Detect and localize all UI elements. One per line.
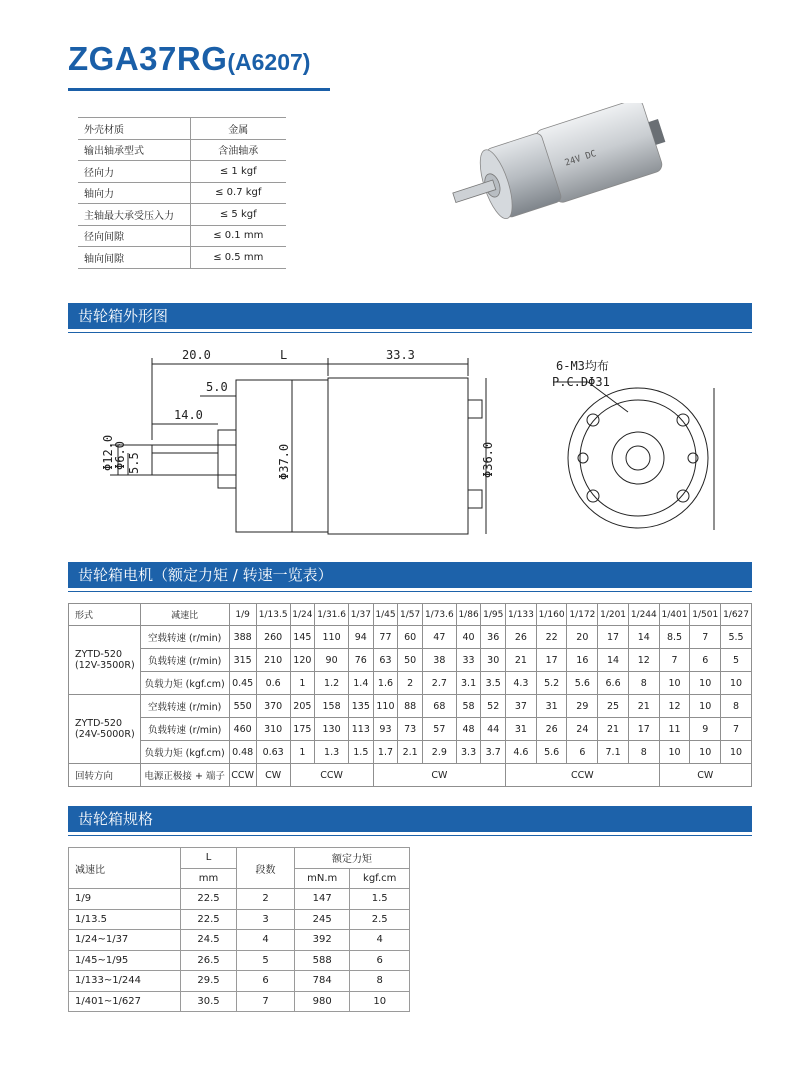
ratio-cell: 1/24	[290, 604, 315, 626]
ratio-cell: 1/160	[536, 604, 567, 626]
value-cell: 8	[721, 695, 752, 718]
ratio-cell: 1/13.5	[256, 604, 290, 626]
table-row	[69, 930, 410, 951]
torque-mnm-cell: 980	[295, 991, 350, 1012]
spec-key: 轴向力	[78, 182, 190, 204]
value-cell: 3.7	[481, 741, 506, 764]
value-cell: 68	[422, 695, 456, 718]
value-cell: 6	[567, 741, 598, 764]
row-label: 负载力矩 (kgf.cm)	[140, 672, 229, 695]
value-cell: 0.45	[229, 672, 256, 695]
length-cell: 24.5	[181, 930, 237, 951]
spec-row	[78, 247, 286, 269]
value-cell: 310	[256, 718, 290, 741]
ratio-cell: 1/13.5	[69, 909, 181, 930]
direction-note: 电源正极接 + 端子	[140, 764, 229, 787]
value-cell: 0.48	[229, 741, 256, 764]
ratio-cell: 1/31.6	[315, 604, 349, 626]
value-cell: 120	[290, 649, 315, 672]
spec-value: 含油轴承	[190, 139, 286, 161]
direction-cell: CCW	[290, 764, 373, 787]
row-label: 负载转速 (r/min)	[140, 649, 229, 672]
torque-kgf-cell: 8	[350, 971, 410, 992]
ratio-cell: 1/133	[506, 604, 537, 626]
model-name-line: ZYTD-520	[75, 649, 122, 660]
model-name: ZGA37RG	[68, 40, 228, 77]
value-cell: 10	[690, 695, 721, 718]
value-cell: 16	[567, 649, 598, 672]
stages-cell: 3	[237, 909, 295, 930]
value-cell: 88	[398, 695, 423, 718]
spec-value: ≤ 0.7 kgf	[190, 182, 286, 204]
dim-5-5: 5.5	[127, 452, 141, 474]
length-cell: 29.5	[181, 971, 237, 992]
spec-value: ≤ 0.1 mm	[190, 225, 286, 247]
length-cell: 22.5	[181, 889, 237, 910]
col-torque: 额定力矩	[295, 848, 410, 869]
value-cell: 7.1	[598, 741, 629, 764]
torque-mnm-cell: 784	[295, 971, 350, 992]
spec-value: ≤ 1 kgf	[190, 161, 286, 183]
spec-key: 主轴最大承受压入力	[78, 204, 190, 226]
torque-mnm-cell: 588	[295, 950, 350, 971]
value-cell: 10	[659, 741, 690, 764]
value-cell: 14	[598, 649, 629, 672]
value-cell: 10	[690, 672, 721, 695]
value-cell: 550	[229, 695, 256, 718]
stages-cell: 4	[237, 930, 295, 951]
value-cell: 1.6	[373, 672, 398, 695]
ratio-cell: 1/401	[659, 604, 690, 626]
value-cell: 21	[506, 649, 537, 672]
value-cell: 3.3	[456, 741, 481, 764]
value-cell: 7	[659, 649, 690, 672]
value-cell: 26	[536, 718, 567, 741]
table-row	[69, 626, 752, 649]
torque-mnm-cell: 392	[295, 930, 350, 951]
table-row	[69, 950, 410, 971]
value-cell: 33	[456, 649, 481, 672]
value-cell: 6.6	[598, 672, 629, 695]
value-cell: 9	[690, 718, 721, 741]
value-cell: 1	[290, 741, 315, 764]
value-cell: 7	[690, 626, 721, 649]
value-cell: 110	[373, 695, 398, 718]
torque-kgf-cell: 6	[350, 950, 410, 971]
value-cell: 3.5	[481, 672, 506, 695]
value-cell: 260	[256, 626, 290, 649]
value-cell: 25	[598, 695, 629, 718]
spec-table	[78, 117, 286, 269]
value-cell: 135	[348, 695, 373, 718]
direction-row	[69, 764, 752, 787]
dim-5: 5.0	[206, 380, 228, 394]
dim-phi37: Φ37.0	[277, 443, 291, 480]
table-row	[69, 672, 752, 695]
ratio-cell: 1/9	[69, 889, 181, 910]
value-cell: 21	[598, 718, 629, 741]
dim-phi36: Φ36.0	[481, 441, 495, 478]
ratio-cell: 1/45	[373, 604, 398, 626]
length-cell: 30.5	[181, 991, 237, 1012]
length-cell: 26.5	[181, 950, 237, 971]
value-cell: 158	[315, 695, 349, 718]
col-L-unit: mm	[181, 868, 237, 889]
value-cell: 175	[290, 718, 315, 741]
table-row	[69, 718, 752, 741]
value-cell: 57	[422, 718, 456, 741]
value-cell: 5	[721, 649, 752, 672]
value-cell: 2	[398, 672, 423, 695]
value-cell: 4.3	[506, 672, 537, 695]
value-cell: 37	[506, 695, 537, 718]
value-cell: 7	[721, 718, 752, 741]
motor-table	[68, 603, 752, 787]
value-cell: 47	[422, 626, 456, 649]
value-cell: 17	[628, 718, 659, 741]
value-cell: 36	[481, 626, 506, 649]
value-cell: 0.6	[256, 672, 290, 695]
section-gearbox-header: 齿轮箱规格	[68, 806, 752, 832]
value-cell: 2.7	[422, 672, 456, 695]
value-cell: 388	[229, 626, 256, 649]
value-cell: 1.5	[348, 741, 373, 764]
value-cell: 12	[628, 649, 659, 672]
value-cell: 29	[567, 695, 598, 718]
row-label: 负载力矩 (kgf.cm)	[140, 741, 229, 764]
section-outline-header: 齿轮箱外形图	[68, 303, 752, 329]
ratio-cell: 1/73.6	[422, 604, 456, 626]
col-L: L	[181, 848, 237, 869]
page-title	[68, 40, 310, 78]
motor-model-24v	[69, 695, 141, 764]
value-cell: 14	[628, 626, 659, 649]
value-cell: 4.6	[506, 741, 537, 764]
value-cell: 460	[229, 718, 256, 741]
value-cell: 52	[481, 695, 506, 718]
row-label: 空载转速 (r/min)	[140, 626, 229, 649]
torque-kgf-cell: 4	[350, 930, 410, 951]
table-row	[69, 741, 752, 764]
stages-cell: 2	[237, 889, 295, 910]
section-motor-header: 齿轮箱电机（额定力矩 / 转速一览表）	[68, 562, 752, 588]
motor-photo	[438, 103, 688, 243]
dim-phi6: Φ6.0	[113, 441, 127, 470]
value-cell: 12	[659, 695, 690, 718]
spec-row	[78, 225, 286, 247]
dim-33-3: 33.3	[386, 348, 415, 362]
direction-label: 回转方向	[69, 764, 141, 787]
value-cell: 48	[456, 718, 481, 741]
value-cell: 5.6	[567, 672, 598, 695]
ratio-cell: 1/86	[456, 604, 481, 626]
spec-row	[78, 182, 286, 204]
value-cell: 1	[290, 672, 315, 695]
value-cell: 6	[690, 649, 721, 672]
value-cell: 44	[481, 718, 506, 741]
stages-cell: 5	[237, 950, 295, 971]
value-cell: 76	[348, 649, 373, 672]
row-label: 空载转速 (r/min)	[140, 695, 229, 718]
dim-14: 14.0	[174, 408, 203, 422]
value-cell: 40	[456, 626, 481, 649]
value-cell: 315	[229, 649, 256, 672]
length-cell: 22.5	[181, 909, 237, 930]
value-cell: 90	[315, 649, 349, 672]
value-cell: 5.6	[536, 741, 567, 764]
col-mnm: mN.m	[295, 868, 350, 889]
value-cell: 10	[721, 741, 752, 764]
spec-row	[78, 204, 286, 226]
model-suffix: (A6207)	[227, 49, 311, 75]
direction-cell: CCW	[229, 764, 256, 787]
outline-drawing	[68, 340, 758, 540]
direction-cell: CCW	[506, 764, 660, 787]
spec-value: 金属	[190, 118, 286, 140]
value-cell: 110	[315, 626, 349, 649]
stages-cell: 7	[237, 991, 295, 1012]
value-cell: 10	[721, 672, 752, 695]
value-cell: 31	[506, 718, 537, 741]
ratio-cell: 1/9	[229, 604, 256, 626]
value-cell: 30	[481, 649, 506, 672]
value-cell: 93	[373, 718, 398, 741]
table-row	[69, 909, 410, 930]
value-cell: 21	[628, 695, 659, 718]
table-row	[69, 695, 752, 718]
dim-L: L	[280, 348, 288, 362]
dim-20: 20.0	[182, 348, 211, 362]
value-cell: 17	[598, 626, 629, 649]
value-cell: 8	[628, 672, 659, 695]
table-header-row	[69, 848, 410, 869]
value-cell: 3.1	[456, 672, 481, 695]
value-cell: 31	[536, 695, 567, 718]
ratio-cell: 1/57	[398, 604, 423, 626]
value-cell: 5.5	[721, 626, 752, 649]
ratio-cell: 1/201	[598, 604, 629, 626]
value-cell: 210	[256, 649, 290, 672]
value-cell: 370	[256, 695, 290, 718]
photo-label: 24V DC	[563, 149, 598, 169]
value-cell: 1.2	[315, 672, 349, 695]
torque-kgf-cell: 1.5	[350, 889, 410, 910]
value-cell: 77	[373, 626, 398, 649]
ratio-cell: 1/45~1/95	[69, 950, 181, 971]
spec-key: 外壳材质	[78, 118, 190, 140]
note-holes: 6-M3均布	[556, 359, 609, 373]
torque-kgf-cell: 2.5	[350, 909, 410, 930]
model-voltage-line: (12V-3500R)	[75, 660, 135, 671]
stages-cell: 6	[237, 971, 295, 992]
value-cell: 26	[506, 626, 537, 649]
value-cell: 10	[659, 672, 690, 695]
ratio-cell: 1/244	[628, 604, 659, 626]
col-ratio: 减速比	[69, 848, 181, 889]
ratio-cell: 1/133~1/244	[69, 971, 181, 992]
col-stages: 段数	[237, 848, 295, 889]
value-cell: 11	[659, 718, 690, 741]
value-cell: 8.5	[659, 626, 690, 649]
gear-spec-table	[68, 847, 410, 1012]
spec-key: 输出轴承型式	[78, 139, 190, 161]
spec-key: 径向力	[78, 161, 190, 183]
value-cell: 0.63	[256, 741, 290, 764]
value-cell: 94	[348, 626, 373, 649]
value-cell: 2.9	[422, 741, 456, 764]
ratio-cell: 1/501	[690, 604, 721, 626]
spec-value: ≤ 0.5 mm	[190, 247, 286, 269]
value-cell: 1.7	[373, 741, 398, 764]
torque-kgf-cell: 10	[350, 991, 410, 1012]
model-voltage-line: (24V-5000R)	[75, 729, 135, 740]
model-name-line: ZYTD-520	[75, 718, 122, 729]
value-cell: 205	[290, 695, 315, 718]
col-ratio: 减速比	[140, 604, 229, 626]
value-cell: 130	[315, 718, 349, 741]
spec-row	[78, 118, 286, 140]
value-cell: 2.1	[398, 741, 423, 764]
col-form: 形式	[69, 604, 141, 626]
torque-mnm-cell: 245	[295, 909, 350, 930]
ratio-cell: 1/172	[567, 604, 598, 626]
table-row	[69, 971, 410, 992]
value-cell: 10	[690, 741, 721, 764]
value-cell: 63	[373, 649, 398, 672]
table-header-row	[69, 604, 752, 626]
value-cell: 38	[422, 649, 456, 672]
note-pcd: P.C.DΦ31	[552, 375, 610, 389]
value-cell: 113	[348, 718, 373, 741]
value-cell: 20	[567, 626, 598, 649]
value-cell: 22	[536, 626, 567, 649]
col-kgfcm: kgf.cm	[350, 868, 410, 889]
value-cell: 145	[290, 626, 315, 649]
value-cell: 1.3	[315, 741, 349, 764]
spec-row	[78, 161, 286, 183]
torque-mnm-cell: 147	[295, 889, 350, 910]
spec-value: ≤ 5 kgf	[190, 204, 286, 226]
table-row	[69, 991, 410, 1012]
row-label: 负载转速 (r/min)	[140, 718, 229, 741]
value-cell: 50	[398, 649, 423, 672]
value-cell: 17	[536, 649, 567, 672]
direction-cell: CW	[659, 764, 751, 787]
direction-cell: CW	[373, 764, 505, 787]
spec-key: 径向间隙	[78, 225, 190, 247]
spec-key: 轴向间隙	[78, 247, 190, 269]
value-cell: 24	[567, 718, 598, 741]
motor-model-12v	[69, 626, 141, 695]
table-row	[69, 889, 410, 910]
value-cell: 8	[628, 741, 659, 764]
dim-phi12: Φ12.0	[101, 434, 115, 471]
value-cell: 73	[398, 718, 423, 741]
ratio-cell: 1/627	[721, 604, 752, 626]
title-underline	[68, 88, 330, 91]
direction-cell: CW	[256, 764, 290, 787]
ratio-cell: 1/401~1/627	[69, 991, 181, 1012]
ratio-cell: 1/95	[481, 604, 506, 626]
value-cell: 58	[456, 695, 481, 718]
spec-row	[78, 139, 286, 161]
value-cell: 60	[398, 626, 423, 649]
ratio-cell: 1/37	[348, 604, 373, 626]
value-cell: 1.4	[348, 672, 373, 695]
table-row	[69, 649, 752, 672]
ratio-cell: 1/24~1/37	[69, 930, 181, 951]
value-cell: 5.2	[536, 672, 567, 695]
